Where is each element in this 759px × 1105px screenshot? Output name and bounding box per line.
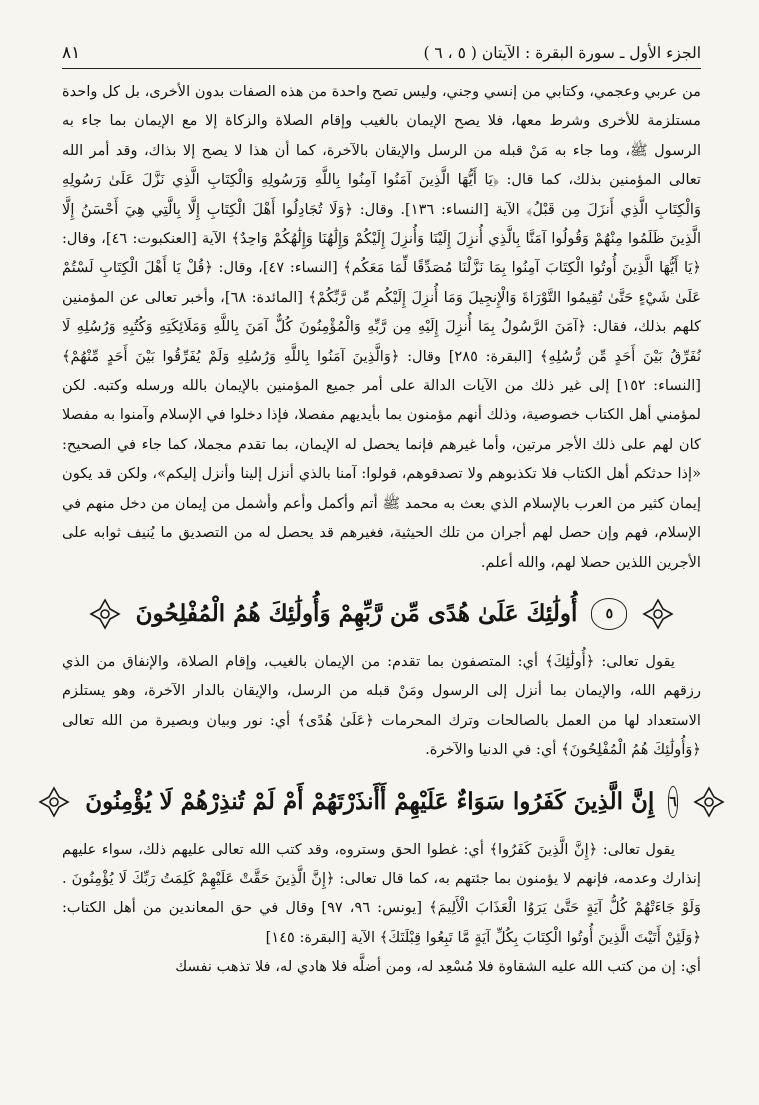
ornament-icon bbox=[37, 785, 71, 819]
ornament-icon bbox=[88, 597, 122, 631]
page-header bbox=[62, 42, 701, 69]
verse-number-badge: ٦ bbox=[668, 786, 678, 818]
commentary-paragraph: يقول تعالى: ﴿أُولَٰئِكَ﴾ أي: المتصفون بما تقدم: من الإيمان بالغيب، وإقام الصلاة، والإنفاق من الذي رزقهم الله، والإيمان بما أنزل إلى الرسول ومَنْ قبله من الرسل، والإيقان بالدار الآخرة، وهو يستلزم الاستعداد لها من العمل بالصالحات وترك المحرمات ﴿عَلَىٰ هُدًى﴾ أي: نور وبيان وبصيرة من الله تعالى ﴿وَأُولَٰئِكَ هُمُ الْمُفْلِحُونَ﴾ أي: في الدنيا والآخرة. bbox=[62, 652, 701, 759]
verse-banner-6 bbox=[62, 771, 701, 833]
page-number: ٨١ bbox=[62, 43, 81, 63]
running-title: الجزء الأول ـ سورة البقرة : الآيتان ( ٥ ، ٦ ) bbox=[423, 44, 701, 62]
commentary-paragraph: يقول تعالى: ﴿إِنَّ الَّذِينَ كَفَرُوا﴾ أي: غطوا الحق وستروه، وقد كتب الله تعالى عليهم ذلك، سواء عليهم إنذارك وعدمه، فإنهم لا يؤمنون بما جئتهم به، كما قال تعالى: ﴿إِنَّ الَّذِينَ حَقَّتْ عَلَيْهِمْ كَلِمَتُ رَبِّكَ لَا يُؤْمِنُونَ . وَلَوْ جَاءَتْهُمْ كُلُّ آيَةٍ حَتَّىٰ يَرَوُا الْعَذَابَ الْأَلِيمَ﴾ [يونس: ٩٦، ٩٧] وقال في حق المعاندين من أهل الكتاب: ﴿وَلَئِنْ أَتَيْتَ الَّذِينَ أُوتُوا الْكِتَابَ بِكُلِّ آيَةٍ مَّا تَبِعُوا قِبْلَتَكَ﴾ الآية [البقرة: ١٤٥] bbox=[62, 840, 701, 946]
ornament-icon bbox=[641, 597, 675, 631]
verse-number-badge: ٥ bbox=[591, 598, 627, 630]
body-line: أي: إن من كتب الله عليه الشقاوة فلا مُسْعِد له، ومن أضلَّه فلا هادي له، فلا تذهب نفسك bbox=[175, 958, 701, 976]
quran-verse: أُولَٰئِكَ عَلَىٰ هُدًى مِّن رَّبِّهِمْ وَأُولَٰئِكَ هُمُ الْمُفْلِحُونَ bbox=[135, 600, 578, 628]
ornament-icon bbox=[692, 785, 726, 819]
verse-banner-5 bbox=[62, 583, 701, 645]
body-paragraph: من عربي وعجمي، وكتابي من إنسي وجني، وليس تصح واحدة من هذه الصفات بدون الأخرى، بل كل واحدة مستلزمة للأخرى وشرط معها، فلا يصح الإيمان بالغيب وإقام الصلاة والزكاة إلا مع الإيمان بما جاء به الرسول ﷺ، وما جاء به مَنْ قبله من الرسل والإيقان بالآخرة، كما أن هذا لا يصح إلا بذاك، وقد أمر الله تعالى المؤمنين بذلك، كما قال: ﴿يَا أَيُّهَا الَّذِينَ آمَنُوا آمِنُوا بِاللَّهِ وَرَسُولِهِ وَالْكِتَابِ الَّذِي نَزَّلَ عَلَىٰ رَسُولِهِ وَالْكِتَابِ الَّذِي أَنزَلَ مِن قَبْلُ﴾ الآية [النساء: ١٣٦]. وقال: ﴿وَلَا تُجَادِلُوا أَهْلَ الْكِتَابِ إِلَّا بِالَّتِي هِيَ أَحْسَنُ إِلَّا الَّذِينَ ظَلَمُوا مِنْهُمْ وَقُولُوا آمَنَّا بِالَّذِي أُنزِلَ إِلَيْنَا وَأُنزِلَ إِلَيْكُمْ وَإِلَٰهُنَا وَإِلَٰهُكُمْ وَاحِدٌ﴾ الآية [العنكبوت: ٤٦]، وقال: ﴿يَا أَيُّهَا الَّذِينَ أُوتُوا الْكِتَابَ آمِنُوا بِمَا نَزَّلْنَا مُصَدِّقًا لِّمَا مَعَكُم﴾ [النساء: ٤٧]، وقال: ﴿قُلْ يَا أَهْلَ الْكِتَابِ لَسْتُمْ عَلَىٰ شَيْءٍ حَتَّىٰ تُقِيمُوا التَّوْرَاةَ وَالْإِنجِيلَ وَمَا أُنزِلَ إِلَيْكُم مِّن رَّبِّكُمْ﴾ [المائدة: ٦٨]، وأخبر تعالى عن المؤمنين كلهم بذلك، فقال: ﴿آمَنَ الرَّسُولُ بِمَا أُنزِلَ إِلَيْهِ مِن رَّبِّهِ وَالْمُؤْمِنُونَ كُلٌّ آمَنَ بِاللَّهِ وَمَلَائِكَتِهِ وَكُتُبِهِ وَرُسُلِهِ لَا نُفَرِّقُ بَيْنَ أَحَدٍ مِّن رُّسُلِهِ﴾ [البقرة: ٢٨٥] وقال: ﴿وَالَّذِينَ آمَنُوا بِاللَّهِ وَرُسُلِهِ وَلَمْ يُفَرِّقُوا بَيْنَ أَحَدٍ مِّنْهُمْ﴾ [النساء: ١٥٢] إلى غير ذلك من الآيات الدالة على أمر جميع المؤمنين بالإيمان بالله ورسله وكتبه. لكن لمؤمني أهل الكتاب خصوصية، وذلك أنهم مؤمنون بما بأيديهم مفصلا، فإذا دخلوا في الإسلام وآمنوا به مفصلا كان لهم على ذلك الأجر مرتين، وأما غيرهم فإنما يحصل له الإيمان، بما تقدم مجملا، كما جاء في الصحيح: «إذا حدثكم أهل الكتاب فلا تكذبوهم ولا تصدقوهم، قولوا: آمنا بالذي أنزل إلينا وأنزل إليكم»، ولكن قد يكون إيمان كثير من العرب بالإسلام الذي بعث به محمد ﷺ أتم وأكمل وأعم وأشمل من إيمان من دخل منهم في الإسلام، فهم وإن حصل لهم أجران من تلك الحيثية، فغيرهم قد يحصل له من التصديق ما يُنيف ثوابه على الأجرين اللذين حصلا لهم، والله أعلم. bbox=[62, 83, 701, 571]
quran-verse: إِنَّ الَّذِينَ كَفَرُوا سَوَاءٌ عَلَيْهِمْ أَأَنذَرْتَهُمْ أَمْ لَمْ تُنذِرْهُمْ لَا يُؤْمِنُونَ bbox=[85, 788, 655, 816]
